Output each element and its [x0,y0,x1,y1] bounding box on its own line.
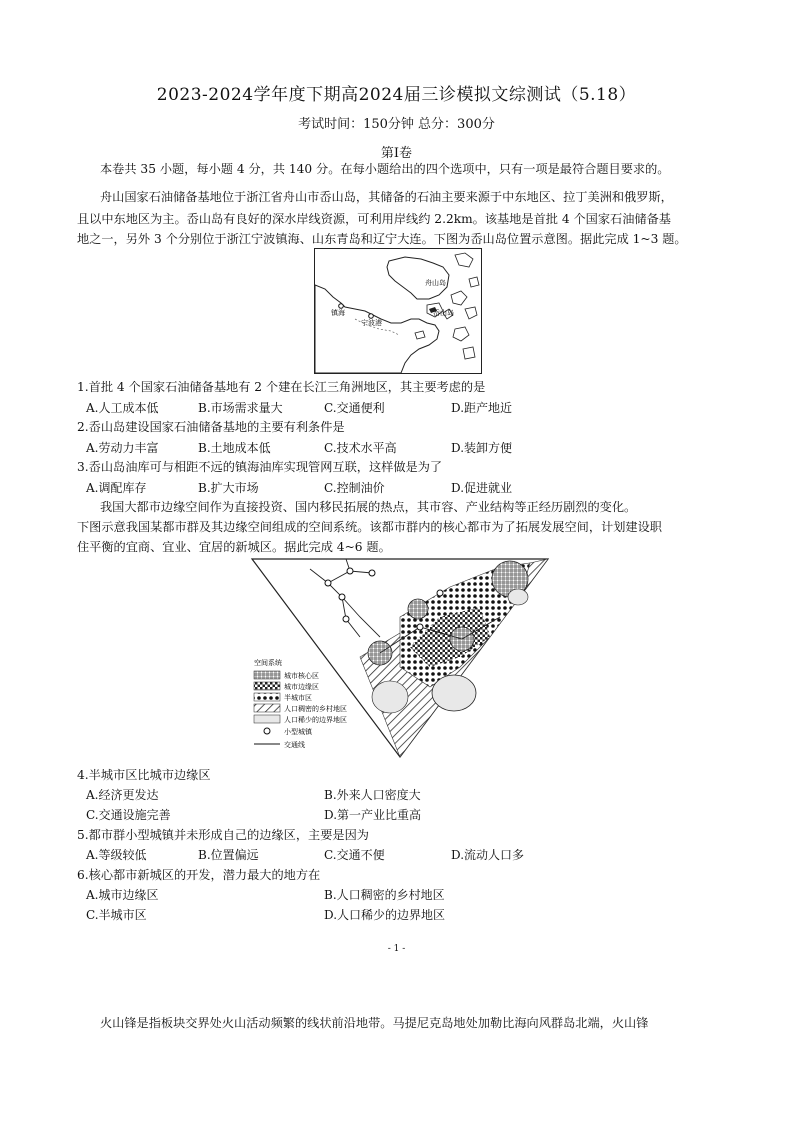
question-options [0,846,793,864]
option-a[interactable]: A.劳动力丰富 [86,441,159,455]
option-c[interactable]: C.交通设施完善 [86,808,171,822]
question-options [0,886,793,904]
option-d[interactable]: D.人口稀少的边界地区 [324,908,446,922]
option-c[interactable]: C.控制油价 [324,481,385,495]
question-options [0,479,793,497]
exam-info: 考试时间：150分钟 总分：300分 [298,117,495,132]
option-b[interactable]: B.人口稠密的乡村地区 [324,888,445,902]
passage1-line: 地之一，另外 3 个分别位于浙江宁波镇海、山东青岛和辽宁大连。下图为岙山岛位置示意图。据此完成 1~3 题。 [77,232,687,246]
option-c[interactable]: C.交通不便 [324,848,385,862]
option-d[interactable]: D.促进就业 [451,481,513,495]
legend-semi: 半城市区 [284,694,312,702]
aoshan-location-map [314,248,482,374]
option-a[interactable]: A.经济更发达 [86,788,159,802]
option-d[interactable]: D.第一产业比重高 [324,808,422,822]
question-options [0,906,793,924]
option-b[interactable]: B.土地成本低 [198,441,271,455]
question-options [0,399,793,417]
legend-boundary: 人口稀少的边界地区 [284,716,347,724]
legend-transport: 交通线 [284,741,305,749]
passage2-line: 下图示意我国某都市群及其边缘空间组成的空间系统。该都市群内的核心都市为了拓展发展空间，计划建设职 [77,520,662,534]
option-b[interactable]: B.位置偏远 [198,848,259,862]
option-d[interactable]: D.距产地近 [451,401,513,415]
option-a[interactable]: A.人工成本低 [86,401,159,415]
question-options [0,439,793,457]
question-options [0,806,793,824]
option-b[interactable]: B.市场需求量大 [198,401,283,415]
zhoushan-label: 舟山岛 [425,279,446,287]
passage1-line: 且以中东地区为主。岙山岛有良好的深水岸线资源，可利用岸线约 2.2km。该基地是首批 4 个国家石油储备基 [77,212,671,226]
aoshan-label: 岙山岛 [433,309,454,317]
page-number: - 1 - [387,944,406,954]
option-d[interactable]: D.流动人口多 [451,848,525,862]
option-c[interactable]: C.交通便利 [324,401,385,415]
question-options [0,786,793,804]
passage2-line: 住平衡的宜商、宜业、宜居的新城区。据此完成 4~6 题。 [77,540,391,554]
question-stem: 3.岙山岛油库可与相距不远的镇海油库实现管网互联，这样做是为了 [77,460,443,474]
option-a[interactable]: A.调配库存 [86,481,147,495]
exam-title: 2023-2024学年度下期高2024届三诊模拟文综测试（5.18） [156,85,637,105]
legend-core: 城市核心区 [284,672,319,680]
ningbo-label: 宁波港 [361,319,382,327]
part-title: 第Ⅰ卷 [380,146,413,161]
legend-rural: 人口稠密的乡村地区 [284,705,347,713]
legend-edge: 城市边缘区 [284,683,319,691]
passage2-line: 我国大都市边缘空间作为直接投资、国内移民拓展的热点，其市容、产业结构等正经历剧烈的变化。 [100,500,637,514]
question-stem: 2.岙山岛建设国家石油储备基地的主要有利条件是 [77,420,345,434]
legend-title: 空间系统 [254,659,282,667]
option-b[interactable]: B.扩大市场 [198,481,259,495]
instructions: 本卷共 35 小题，每小题 4 分，共 140 分。在每小题给出的四个选项中，只有一项是最符合题目要求的。 [100,162,670,176]
zhenhai-label: 镇海 [331,309,345,317]
option-c[interactable]: C.半城市区 [86,908,147,922]
option-b[interactable]: B.外来人口密度大 [324,788,421,802]
legend-town: 小型城镇 [284,728,312,736]
option-a[interactable]: A.城市边缘区 [86,888,159,902]
question-stem: 6.核心都市新城区的开发，潜力最大的地方在 [77,868,321,882]
option-c[interactable]: C.技术水平高 [324,441,397,455]
passage1-line: 舟山国家石油储备基地位于浙江省舟山市岙山岛，其储备的石油主要来源于中东地区、拉丁美洲和俄罗斯， [100,190,673,204]
question-stem: 5.都市群小型城镇并未形成自己的边缘区，主要是因为 [77,828,369,842]
option-d[interactable]: D.装卸方便 [451,441,513,455]
next-page-text: 火山锋是指板块交界处火山活动频繁的线状前沿地带。马提尼克岛地处加勒比海向风群岛北端，火山锋 [100,1016,649,1030]
option-a[interactable]: A.等级较低 [86,848,147,862]
metropolitan-space-diagram [250,557,550,762]
question-stem: 4.半城市区比城市边缘区 [77,768,211,782]
question-stem: 1.首批 4 个国家石油储备基地有 2 个建在长江三角洲地区，其主要考虑的是 [77,380,486,394]
